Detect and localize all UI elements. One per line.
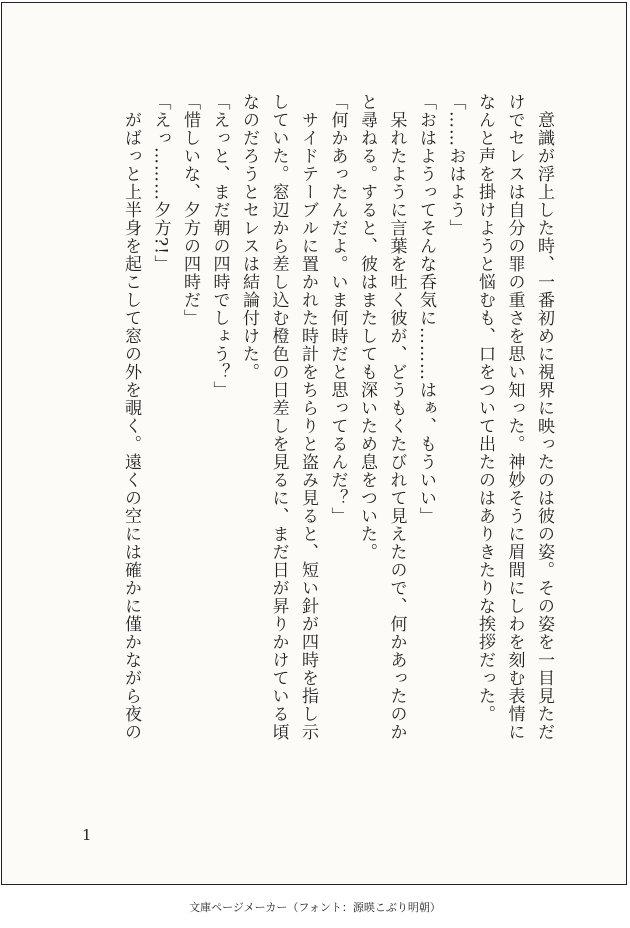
text-line: 意識が浮上した時、一番初めに視界に映ったのは彼の姿。その姿を一目見ただ [534, 93, 554, 741]
text-line: サイドテーブルに置かれた時計をちらりと盗み見ると、短い針が四時を指し示 [298, 93, 318, 741]
text-line: 「何かあったんだよ。いま何時だと思ってるんだ？」 [327, 93, 348, 525]
text-line: 「おはようってそんな呑気に………はぁ、もういい」 [416, 93, 436, 525]
text-line: 「惜しいな、夕方の四時だ」 [180, 93, 200, 327]
text-line: なのだろうとセレスは結論付けた。 [239, 93, 259, 381]
text-line: なんと声を掛けようと悩むも、口をついて出たのはありきたりな挨拶だった。 [475, 93, 495, 723]
text-line: 「えっと、まだ朝の四時でしょう？」 [209, 93, 230, 399]
text-line: と尋ねる。すると、彼はまたしても深いため息をついた。 [357, 93, 377, 561]
manuscript-page [1, 2, 627, 885]
text-line: 呆れたように言葉を吐く彼が、どうもくたびれて見えたので、何かあったのか [386, 93, 407, 741]
text-line: 「……おはよう」 [445, 93, 466, 237]
footer-caption: 文庫ページメーカー（フォント：源暎こぶり明朝） [189, 901, 441, 914]
text-line: していた。窓辺から差し込む橙色の日差しを見るに、まだ日が昇りかけている頃 [268, 93, 289, 741]
vertical-body-text [116, 93, 559, 798]
text-line: けでセレスは自分の罪の重さを思い知った。神妙そうに眉間にしわを刻む表情に [504, 93, 525, 741]
text-line: 「えっ………夕方?!」 [150, 93, 171, 273]
text-line: がばっと上半身を起こして窓の外を覗く。遠くの空には確かに僅かながら夜の [121, 93, 141, 741]
page-number: 1 [82, 826, 92, 844]
